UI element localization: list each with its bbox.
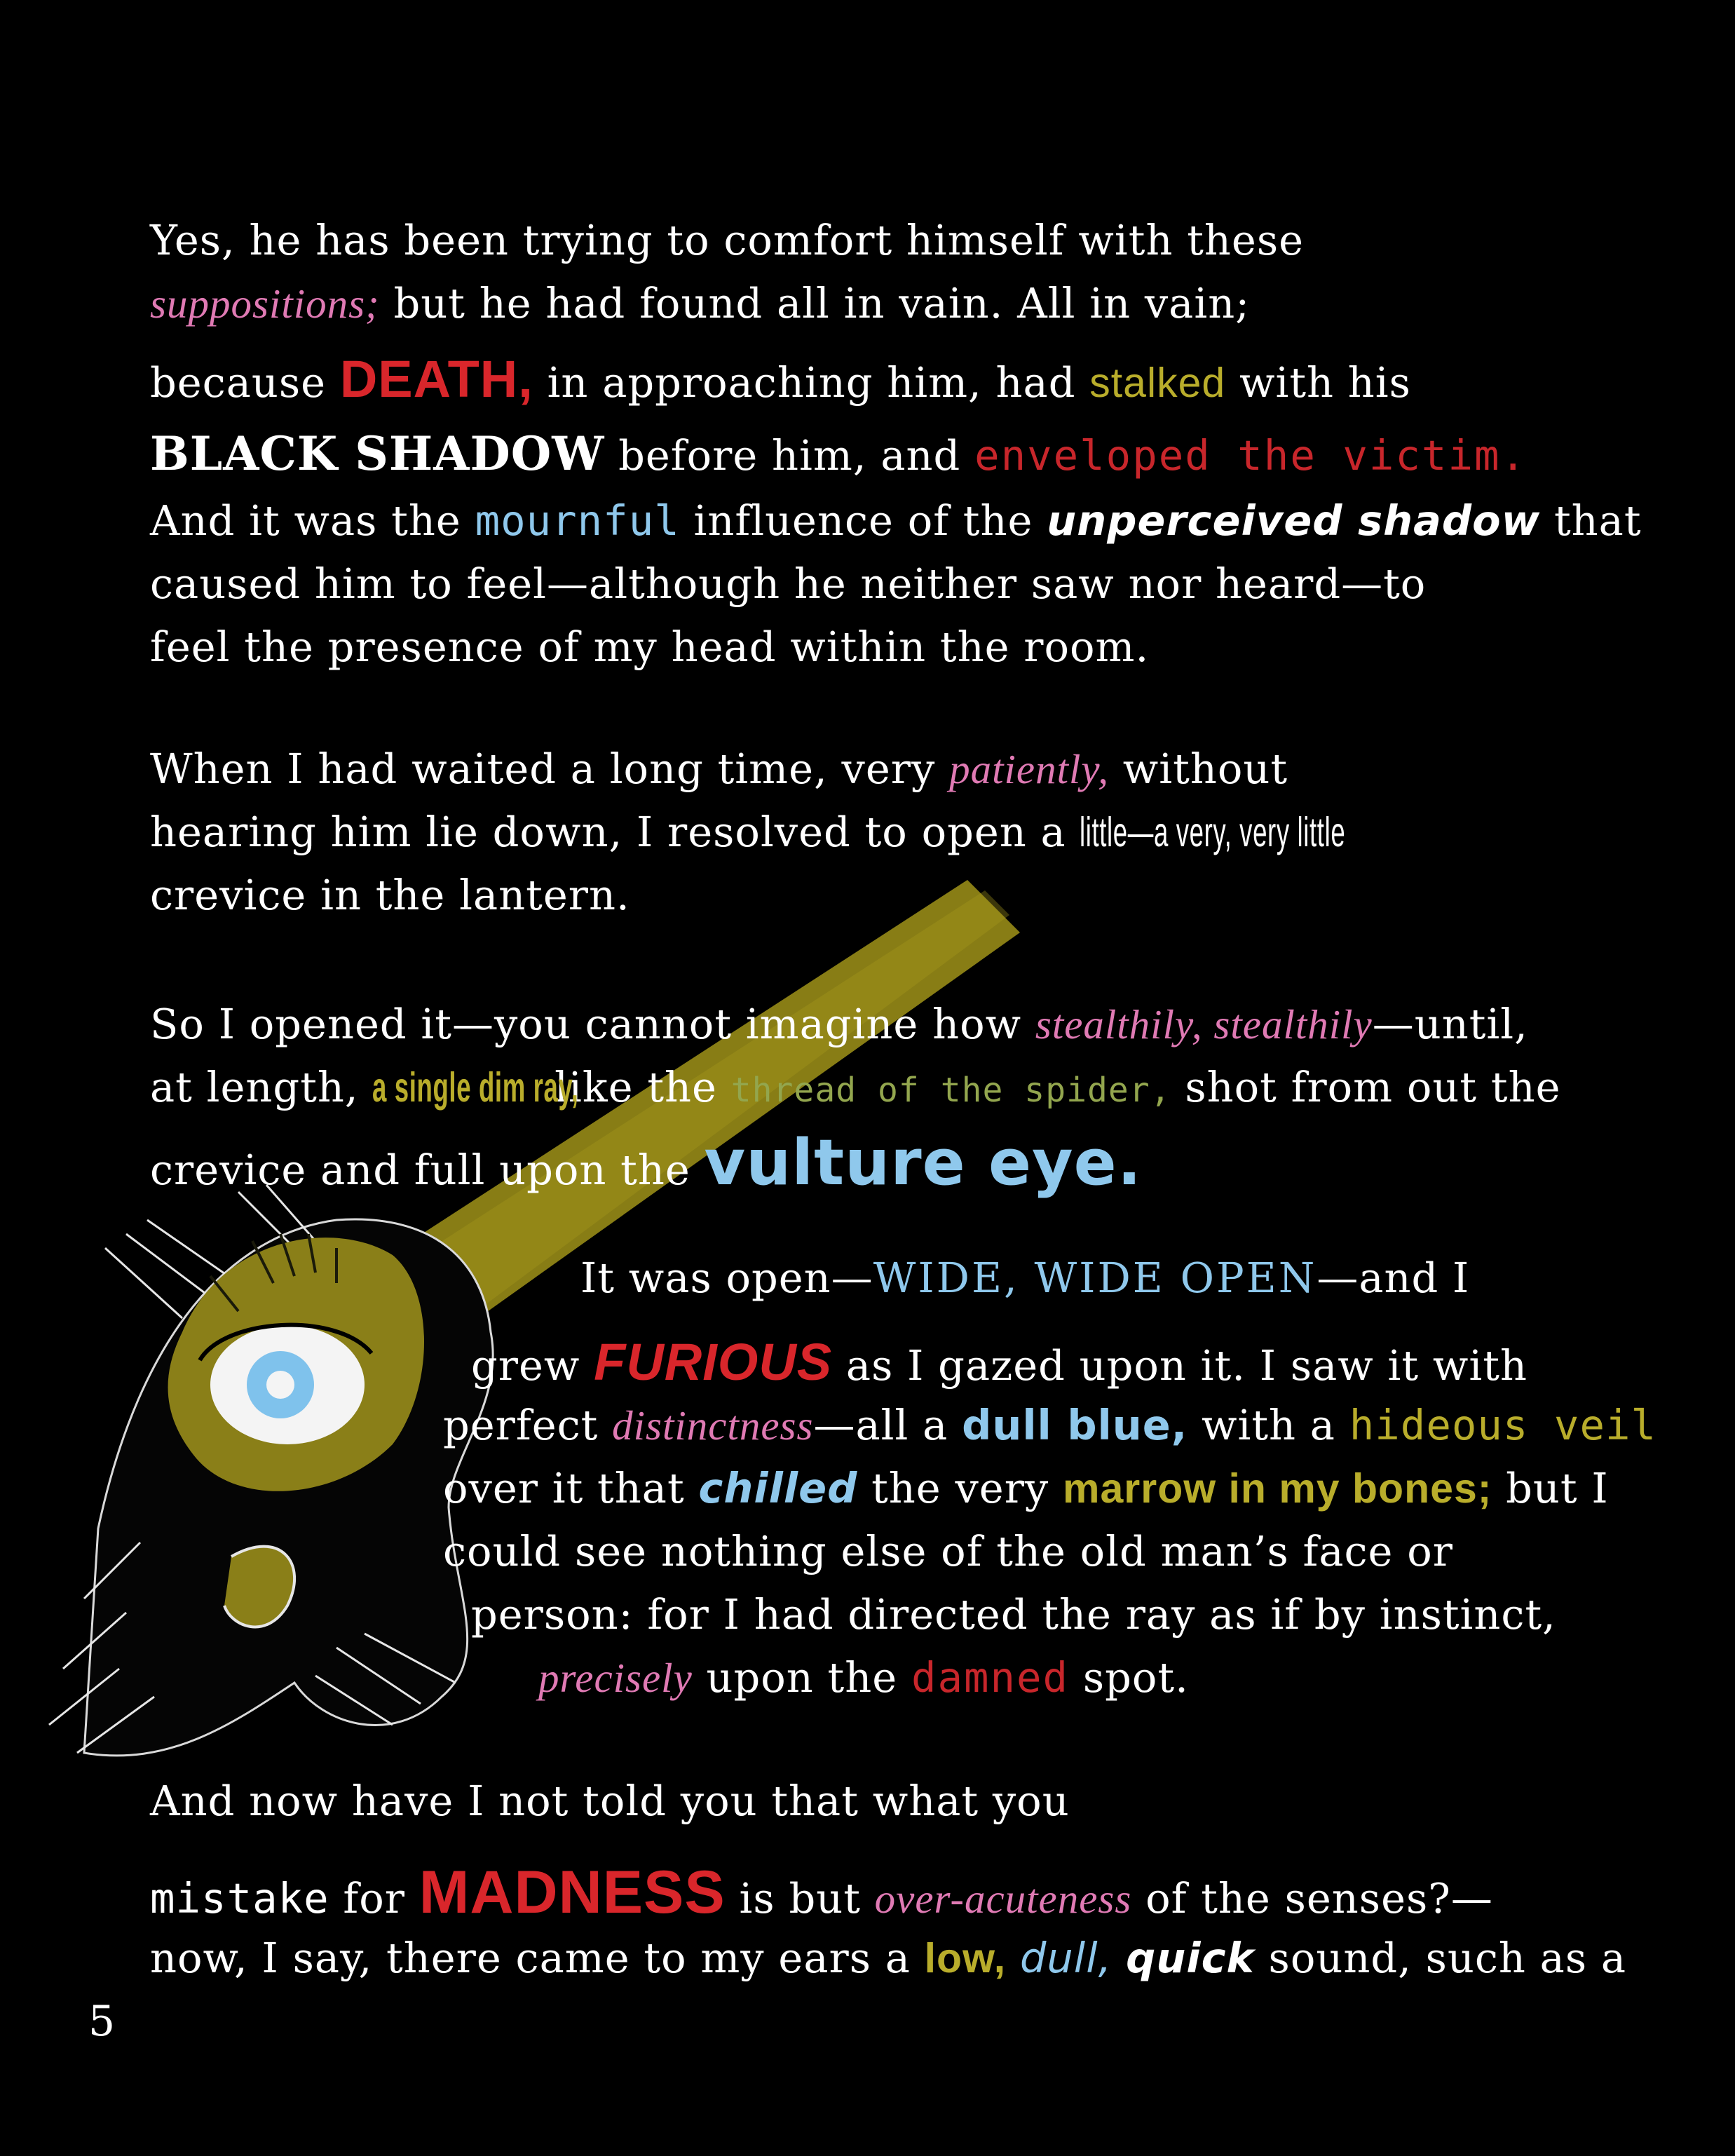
styled-word-black-shadow: BLACK SHADOW <box>150 426 605 481</box>
styled-word-unperceived-shadow: unperceived shadow <box>1047 496 1541 545</box>
text-line <box>443 1527 1453 1575</box>
styled-word-enveloped: enveloped the victim. <box>974 431 1528 480</box>
text-line <box>443 1401 1656 1450</box>
text: but he had found all in vain. All in vain; <box>379 279 1251 327</box>
text: with his <box>1225 358 1411 407</box>
text: over it that <box>443 1464 699 1512</box>
text: And it was the <box>150 496 475 545</box>
text: —until, <box>1372 1000 1528 1048</box>
text: because <box>150 358 340 407</box>
text: —all a <box>813 1401 962 1449</box>
styled-word-low: low, <box>924 1935 1007 1981</box>
eye-pupil <box>266 1371 294 1399</box>
text-line <box>150 560 1426 608</box>
styled-word-suppositions: suppositions; <box>150 280 380 327</box>
styled-word-quick: quick <box>1126 1934 1255 1982</box>
text-line <box>150 1858 1493 1927</box>
text <box>1006 1934 1020 1982</box>
text-line <box>150 349 1411 409</box>
text-line <box>471 1332 1528 1392</box>
styled-word-little: little—a very, very little <box>1080 809 1346 855</box>
text: is but <box>725 1874 875 1923</box>
text: without <box>1109 745 1288 793</box>
text: now, I say, there came to my ears a <box>150 1934 925 1982</box>
text-line <box>150 426 1527 481</box>
text: in approaching him, had <box>533 358 1090 407</box>
styled-word-wide-open: WIDE, WIDE OPEN <box>873 1254 1317 1302</box>
styled-word-hideous-veil: hideous veil <box>1349 1401 1657 1449</box>
text: feel the presence of my head within the room. <box>150 623 1150 671</box>
text-line <box>150 496 1642 545</box>
styled-word-damned: damned <box>911 1653 1070 1702</box>
styled-word-furious: FURIOUS <box>594 1333 833 1391</box>
text: of the senses?— <box>1131 1874 1493 1923</box>
text-line <box>150 808 1509 856</box>
styled-word-vulture-eye: vulture eye. <box>704 1126 1142 1200</box>
page-number: 5 <box>88 1997 116 2046</box>
styled-word-stalked: stalked <box>1089 360 1226 406</box>
text: crevice in the lantern. <box>150 871 630 919</box>
styled-word-thread-of-spider: thread of the spider, <box>730 1071 1171 1110</box>
text-line <box>150 871 630 919</box>
text: grew <box>471 1341 594 1390</box>
text: And now have I not told you that what you <box>150 1777 1070 1825</box>
text: —and I <box>1316 1254 1470 1302</box>
styled-word-patiently: patiently, <box>949 746 1110 792</box>
text-line <box>538 1653 1189 1702</box>
text-line <box>150 216 1304 264</box>
styled-word-precisely: precisely <box>538 1655 693 1701</box>
text-line <box>150 623 1149 671</box>
text-line <box>150 1934 1626 1982</box>
styled-word-single-dim-ray: a single dim ray, <box>372 1064 579 1111</box>
text: upon the <box>692 1653 911 1702</box>
text: hearing him lie down, I resolved to open a <box>150 808 1080 856</box>
text-line <box>150 1777 1070 1825</box>
text-line <box>580 1254 1469 1302</box>
text-line <box>150 279 1250 328</box>
text <box>1112 1934 1126 1982</box>
styled-word-mistake: mistake <box>150 1874 329 1923</box>
text: spot. <box>1069 1653 1189 1702</box>
text-line <box>443 1464 1609 1512</box>
text: sound, such as a <box>1254 1934 1627 1982</box>
styled-word-over-acuteness: over-acuteness <box>874 1876 1132 1922</box>
text: crevice and full upon the <box>150 1146 705 1194</box>
text: at length, <box>150 1063 373 1111</box>
text: shot from out the <box>1171 1063 1561 1111</box>
styled-word-mournful: mournful <box>475 496 680 545</box>
text: for <box>329 1874 419 1923</box>
styled-word-chilled: chilled <box>698 1464 858 1512</box>
styled-word-death: DEATH, <box>339 350 533 408</box>
text-line <box>150 1063 1560 1111</box>
text: caused him to feel—although he neither saw nor heard—to <box>150 560 1427 608</box>
text: the very <box>857 1464 1063 1512</box>
styled-word-dull-blue: dull blue, <box>962 1401 1188 1449</box>
text: When I had waited a long time, very <box>150 745 950 793</box>
text: perfect <box>443 1401 613 1449</box>
text: like the <box>540 1063 731 1111</box>
styled-word-stealthily: stealthily, stealthily <box>1035 1001 1373 1048</box>
text: with a <box>1188 1401 1349 1449</box>
text: So I opened it—you cannot imagine how <box>150 1000 1035 1048</box>
text: It was open— <box>580 1254 873 1302</box>
text: Yes, he has been trying to comfort himself with these <box>150 216 1305 264</box>
text-line <box>150 1126 1142 1200</box>
styled-word-marrow: marrow in my bones; <box>1063 1465 1492 1512</box>
text-line <box>150 1000 1528 1049</box>
text: before him, and <box>604 431 975 480</box>
text-line <box>471 1590 1556 1639</box>
text-line <box>150 745 1288 794</box>
text: could see nothing else of the old man’s face or <box>443 1527 1453 1575</box>
text: person: for I had directed the ray as if by instinct, <box>471 1590 1556 1639</box>
text: as I gazed upon it. I saw it with <box>832 1341 1528 1390</box>
styled-word-madness: MADNESS <box>419 1859 726 1926</box>
text: influence of the <box>679 496 1047 545</box>
styled-word-dull: dull, <box>1019 1934 1113 1982</box>
text: but I <box>1492 1464 1609 1512</box>
text: that <box>1540 496 1642 545</box>
styled-word-distinctness: distinctness <box>612 1402 814 1449</box>
